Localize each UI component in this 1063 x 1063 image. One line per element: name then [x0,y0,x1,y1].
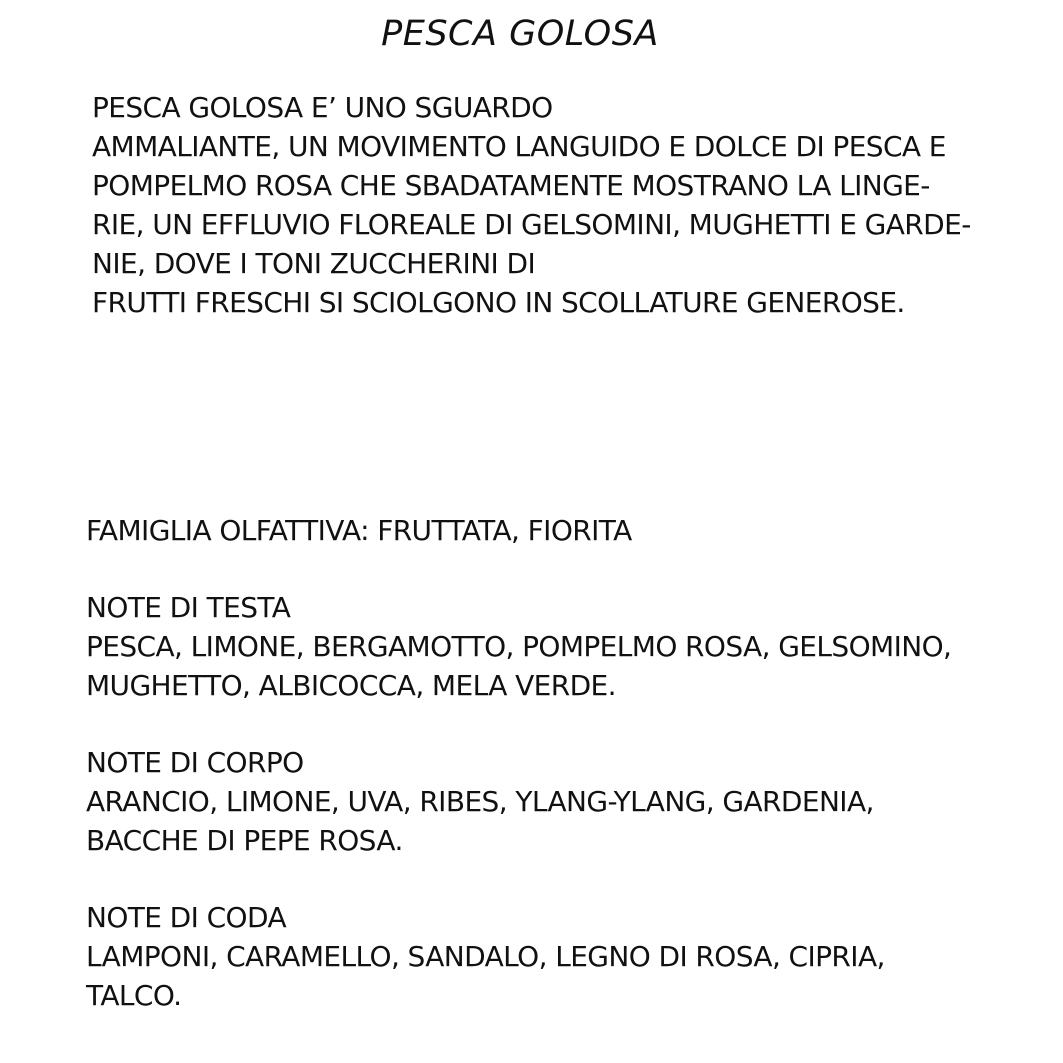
top-notes-line: MUGHETTO, ALBICOCCA, MELA VERDE. [86,669,616,702]
description-line: POMPELMO ROSA CHE SBADATAMENTE MOSTRANO LA LINGE- [92,169,930,202]
description-line: AMMALIANTE, UN MOVIMENTO LANGUIDO E DOLCE DI PESCA E [92,130,946,163]
top-notes-heading: NOTE DI TESTA [86,591,291,624]
description-line: FRUTTI FRESCHI SI SCIOLGONO IN SCOLLATURE GENEROSE. [92,286,905,319]
heart-notes-line: BACCHE DI PEPE ROSA. [86,824,403,857]
description-line: RIE, UN EFFLUVIO FLOREALE DI GELSOMINI, MUGHETTI E GARDE- [92,208,971,241]
base-notes-line: TALCO. [86,979,182,1012]
top-notes-line: PESCA, LIMONE, BERGAMOTTO, POMPELMO ROSA, GELSOMINO, [86,630,952,663]
heart-notes-line: ARANCIO, LIMONE, UVA, RIBES, YLANG-YLANG, GARDENIA, [86,785,874,818]
olfactory-family: FAMIGLIA OLFATTIVA: FRUTTATA, FIORITA [86,514,632,547]
description-line: PESCA GOLOSA E’ UNO SGUARDO [92,91,553,124]
description-line: NIE, DOVE I TONI ZUCCHERINI DI [92,247,536,280]
page-title: PESCA GOLOSA [381,14,659,54]
base-notes-line: LAMPONI, CARAMELLO, SANDALO, LEGNO DI ROSA, CIPRIA, [86,940,885,973]
description [92,88,1032,322]
base-notes-heading: NOTE DI CODA [86,901,287,934]
heart-notes-heading: NOTE DI CORPO [86,746,304,779]
notes-section [86,511,1046,1015]
